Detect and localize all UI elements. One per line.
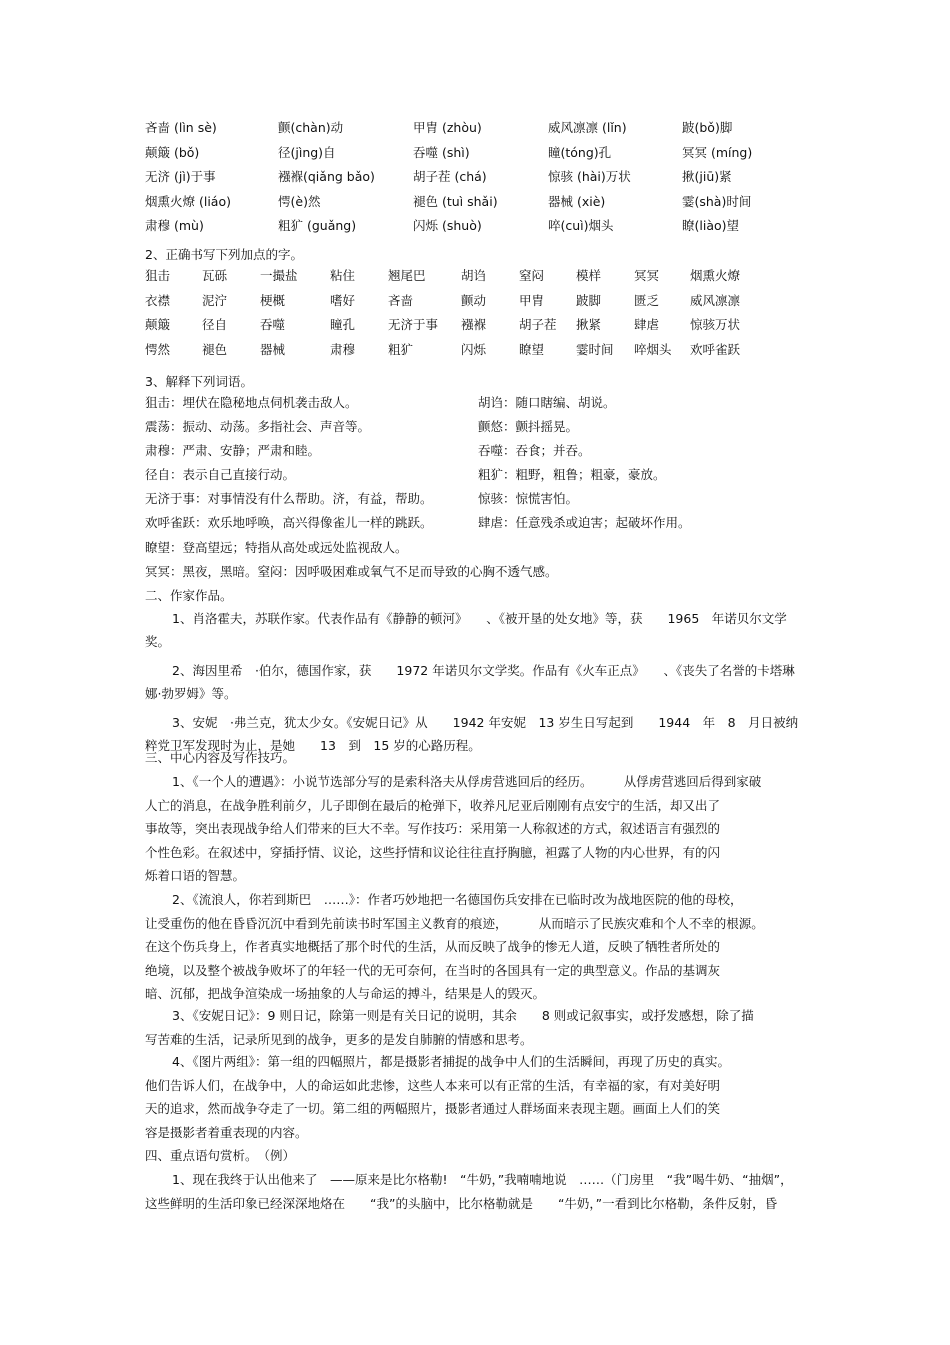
pinyin-entry: 霎(shà)时间 [682,193,752,209]
dotted-word: 襁褓 [461,317,487,332]
pinyin-entry: 颤(chàn)动 [278,120,344,135]
definition: 震荡：振动、动荡。多指社会、声音等。 [145,419,371,434]
heading-content: 三、中心内容及写作技巧。 [145,750,296,765]
dotted-word: 瞳孔 [330,317,356,332]
author-sholokhov: 1、肖洛霍夫，苏联作家。代表作品有《静静的顿河》 、《被开垦的处女地》等，获 1965 年诺贝尔文学奖。 [145,611,787,649]
paragraph-line: 容是摄影者着重表现的内容。 [145,1124,308,1140]
definition-row [145,393,805,417]
dotted-word: 惊骇万状 [690,317,741,332]
definition: 肆虐：任意残杀或迫害；起破坏作用。 [478,515,691,530]
dotted-word: 胡诌 [461,268,487,283]
paragraph-line: 让受重伤的他在昏昏沉沉中看到先前读书时军国主义教育的痕迹， 从而暗示了民族灾难和个人不幸的根源。 [145,915,764,931]
paragraph-line: 2、《流浪人，你若到斯巴 ……》：作者巧妙地把一名德国伤兵安排在已临时改为战地医院的他的母校， [172,892,743,907]
definition: 粗犷：粗野，粗鲁；粗豪，豪放。 [478,467,666,482]
paragraph-line: 写苦难的生活，记录所见到的战争，更多的是发自肺腑的情感和思考。 [145,1031,533,1047]
dotted-word: 闪烁 [461,341,487,357]
pinyin-entry: 颠簸 (bǒ) [145,144,200,160]
dotted-word: 威风凛凛 [690,292,741,308]
pinyin-entry: 跛(bǒ)脚 [682,120,733,135]
dotted-word: 瓦砾 [202,268,228,283]
dotted-word: 径自 [202,317,228,332]
paragraph-line: 1、现在我终于认出他来了 ——原来是比尔格勒! “牛奶，”我喃喃地说 ……（门房里 “我”喝牛奶、“抽烟”， [172,1172,793,1187]
pinyin-row [145,167,805,192]
pinyin-row [145,143,805,168]
pinyin-entry: 无济 (jì)于事 [145,169,216,184]
dotted-word: 吝啬 [388,292,414,308]
definition: 惊骇：惊慌害怕。 [478,491,579,506]
dotted-word: 愕然 [145,341,171,357]
dotted-word: 肃穆 [330,341,356,357]
dotted-word: 颠簸 [145,317,171,332]
dotted-word: 颤动 [461,292,487,308]
pinyin-entry: 威风凛凛 (lǐn) [548,120,627,135]
dotted-word: 跛脚 [576,292,602,308]
paragraph-line: 在这个伤兵身上，作者真实地概括了那个时代的生活，从而反映了战争的惨无人道，反映了牺牲者所处的 [145,939,721,954]
dotted-word: 嗜好 [330,292,356,308]
pinyin-entry: 瞭(liào)望 [682,218,740,233]
definition-row [145,489,805,513]
paragraph-line: 他们告诉人们，在战争中，人的命运如此悲惨，这些人本来可以有正常的生活，有幸福的家，有对美好明 [145,1077,721,1093]
paragraph-line: 烁着口语的智慧。 [145,868,246,883]
pinyin-table [145,118,805,241]
dotted-words-row [145,266,805,291]
content-2 [145,888,805,1006]
paragraph-line: 事故等，突出表现战争给人们带来的巨大不幸。写作技巧：采用第一人称叙述的方式，叙述语言有强烈的 [145,821,721,836]
dotted-word: 窒闷 [519,268,545,283]
pinyin-entry: 器械 (xiè) [548,193,606,209]
paragraph-line: 绝境，以及整个被战争败坏了的年轻一代的无可奈何，在当时的各国具有一定的典型意义。作品的基调灰 [145,962,721,978]
pinyin-entry: 揪(jiū)紧 [682,169,732,184]
pinyin-entry: 粗犷 (guǎng) [278,218,357,233]
author-anne-frank: 3、安妮 ·弗兰克，犹太少女。《安妮日记》从 1942 年安妮 13 岁生日写起到 1944 年 8 月日被纳粹党卫军发现时为止，是她 13 到 15 岁的心路历程。 [145,715,799,753]
pinyin-entry: 啐(cuì)烟头 [548,218,614,233]
definition: 狙击：埋伏在隐秘地点伺机袭击敌人。 [145,395,358,410]
analysis-1 [145,1168,805,1215]
paragraph-line: 个性色彩。在叙述中，穿插抒情、议论，这些抒情和议论往往直抒胸臆，袒露了人物的内心世界，有的闪 [145,844,721,860]
dotted-word: 狙击 [145,268,171,283]
dotted-word: 梗概 [260,292,286,308]
dotted-word: 胡子茬 [519,317,557,332]
dotted-word: 一撮盐 [260,268,298,283]
definition: 肃穆：严肃、安静；严肃和睦。 [145,443,321,458]
pinyin-entry: 冥冥 (míng) [682,144,753,160]
dotted-word: 模样 [576,268,602,283]
pinyin-entry: 烟熏火燎 (liáo) [145,193,231,209]
definition: 径自：表示自己直接行动。 [145,467,296,482]
dotted-word: 肆虐 [634,317,660,332]
dotted-word: 无济于事 [388,317,439,332]
content-1 [145,770,805,888]
authors-section [145,607,805,758]
definition-row [145,441,805,465]
pinyin-entry: 甲胄 (zhòu) [413,120,482,135]
dotted-word: 吞噬 [260,317,286,332]
pinyin-row [145,192,805,217]
dotted-words-row [145,340,805,365]
definition-mingming: 冥冥：黑夜，黑暗。窒闷：因呼吸困难或氧气不足而导致的心胸不透气感。 [145,564,558,579]
pinyin-entry: 闪烁 (shuò) [413,218,482,233]
heading-analysis: 四、重点语句赏析。 （例） [145,1148,296,1163]
definition: 欢呼雀跃：欢乐地呼唤，高兴得像雀儿一样的跳跃。 [145,515,433,530]
definitions-list [145,393,805,537]
author-boll: 2、海因里希 ·伯尔，德国作家，获 1972 年诺贝尔文学奖。作品有《火车正点》 、《丧失了名誉的卡塔琳娜·勃罗姆》等。 [145,663,795,701]
dotted-words-row [145,315,805,340]
dotted-word: 瞭望 [519,341,545,357]
pinyin-entry: 襁褓(qiǎng bǎo) [278,169,375,184]
content-4 [145,1050,805,1144]
pinyin-entry: 瞳(tóng)孔 [548,144,612,160]
dotted-word: 衣襟 [145,292,171,308]
dotted-words-table [145,266,805,364]
pinyin-entry: 愕(è)然 [278,193,321,209]
definition-row [145,513,805,537]
pinyin-row [145,216,805,241]
dotted-word: 粘住 [330,268,356,283]
heading-authors: 二、作家作品。 [145,588,233,603]
dotted-words-row [145,291,805,316]
definition: 吞噬：吞食；并吞。 [478,443,591,458]
pinyin-entry: 肃穆 (mù) [145,218,204,233]
pinyin-row [145,118,805,143]
dotted-word: 器械 [260,341,286,357]
dotted-word: 冥冥 [634,268,660,283]
paragraph-line: 人亡的消息，在战争胜利前夕，儿子即倒在最后的枪弹下，收养凡尼亚后刚刚有点安宁的生活，却又出了 [145,797,721,813]
content-3 [145,1004,805,1051]
paragraph-line: 暗、沉郁，把战争渲染成一场抽象的人与命运的搏斗，结果是人的毁灭。 [145,986,546,1001]
definition-row [145,417,805,441]
dotted-word: 霎时间 [576,341,614,357]
definition: 无济于事：对事情没有什么帮助。济，有益，帮助。 [145,491,433,506]
paragraph-line: 4、《图片两组》：第一组的四幅照片，都是摄影者捕捉的战争中人们的生活瞬间，再现了历史的真实。 [172,1054,730,1069]
dotted-word: 匮乏 [634,292,660,308]
pinyin-entry: 吝啬 (lìn sè) [145,120,217,135]
definition-liaowang: 瞭望：登高望远；特指从高处或远处监视敌人。 [145,540,408,555]
dotted-word: 欢呼雀跃 [690,341,741,357]
dotted-word: 褪色 [202,341,228,357]
pinyin-entry: 径(jìng)自 [278,144,336,160]
definition: 颤悠：颤抖摇晃。 [478,419,579,434]
paragraph-line: 3、《安妮日记》：9 则日记，除第一则是有关日记的说明，其余 8 则或记叙事实，或抒发感想，除了描 [172,1008,754,1023]
pinyin-entry: 褪色 (tuì shǎi) [413,193,498,209]
section2-title: 2、正确书写下列加点的字。 [145,247,303,262]
dotted-word: 粗犷 [388,341,414,357]
definition: 胡诌：随口瞎编、胡说。 [478,395,616,410]
section3-title: 3、解释下列词语。 [145,374,253,389]
pinyin-entry: 吞噬 (shì) [413,144,470,160]
pinyin-entry: 胡子茬 (chá) [413,169,487,184]
dotted-word: 甲胄 [519,292,545,308]
paragraph-line: 1、《一个人的遭遇》：小说节选部分写的是索科洛夫从俘虏营逃回后的经历。 从俘虏营逃回后得到家破 [172,774,762,789]
dotted-word: 泥泞 [202,292,228,308]
dotted-word: 烟熏火燎 [690,268,741,283]
dotted-word: 翘尾巴 [388,268,426,283]
paragraph-line: 这些鲜明的生活印象已经深深地烙在 “我”的头脑中，比尔格勒就是 “牛奶，”一看到比尔格勒，条件反射，昏 [145,1195,778,1211]
dotted-word: 啐烟头 [634,341,672,357]
paragraph-line: 天的追求，然而战争夺走了一切。第二组的两幅照片，摄影者通过人群场面来表现主题。画面上人们的笑 [145,1101,721,1116]
pinyin-entry: 惊骇 (hài)万状 [548,169,631,184]
definition-row [145,465,805,489]
dotted-word: 揪紧 [576,317,602,332]
